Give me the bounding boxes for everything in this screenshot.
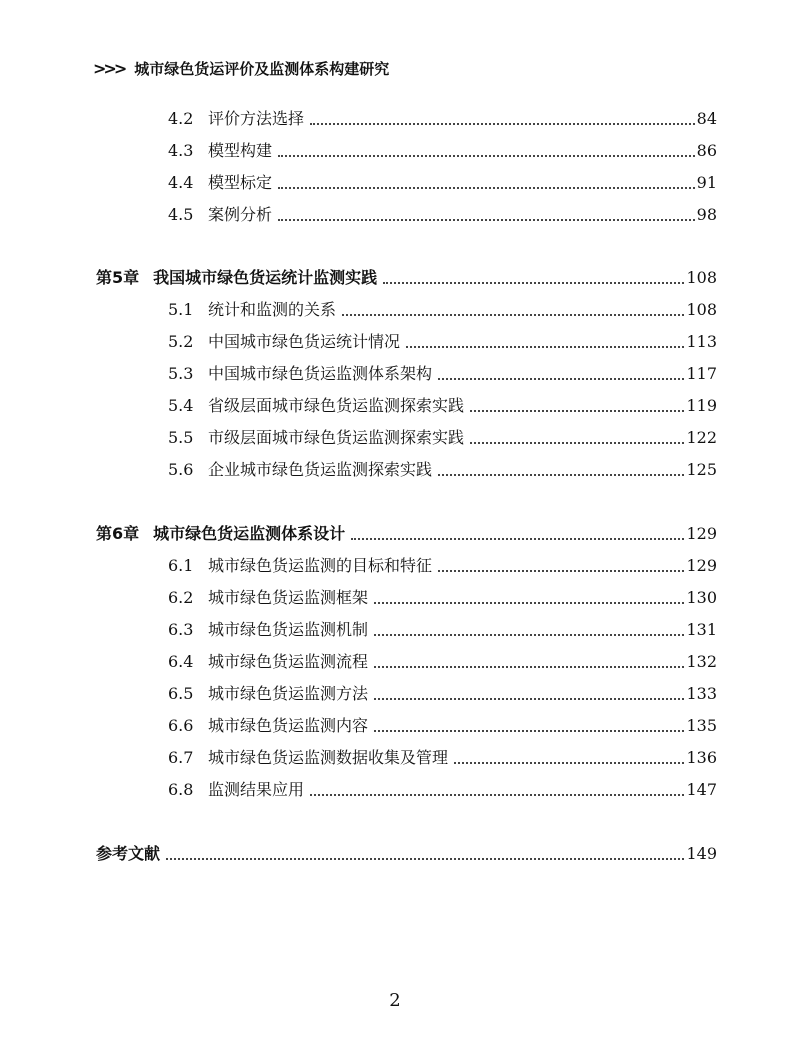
toc-entry-number: 6.2 — [168, 588, 194, 607]
toc-entry-title: 城市绿色货运监测数据收集及管理 — [208, 748, 449, 767]
toc-entry-4-2[interactable] — [168, 107, 717, 131]
toc-entry-page: 130 — [686, 588, 717, 607]
toc-entry-title: 企业城市绿色货运监测探索实践 — [208, 460, 433, 479]
toc-entry-4-4[interactable] — [168, 171, 717, 195]
toc-entry-page: 125 — [686, 460, 717, 479]
toc-entry-page: 131 — [686, 620, 717, 639]
toc-entry-number: 6.5 — [168, 684, 194, 703]
dot-leader — [278, 155, 695, 157]
toc-chapter-number: 第5章 — [96, 268, 140, 287]
toc-entry-title: 监测结果应用 — [208, 780, 305, 799]
toc-entry-page: 86 — [696, 141, 717, 160]
toc-entry-title: 城市绿色货运监测的目标和特征 — [208, 556, 433, 575]
toc-entry-number: 5.2 — [168, 332, 194, 351]
toc-entry-title: 城市绿色货运监测机制 — [208, 620, 369, 639]
header-title: 城市绿色货运评价及监测体系构建研究 — [134, 60, 390, 78]
toc-entry-title: 城市绿色货运监测方法 — [208, 684, 369, 703]
dot-leader — [342, 314, 684, 316]
dot-leader — [470, 442, 684, 444]
toc-entry-6-3[interactable] — [168, 618, 717, 642]
dot-leader — [438, 378, 684, 380]
running-header — [93, 58, 389, 79]
toc-entry-number: 6.6 — [168, 716, 194, 735]
toc-entry-page: 136 — [686, 748, 717, 767]
toc-entry-5-2[interactable] — [168, 330, 717, 354]
toc-entry-page: 133 — [686, 684, 717, 703]
toc-chapter-title: 我国城市绿色货运统计监测实践 — [153, 268, 378, 287]
toc-entry-number: 5.4 — [168, 396, 194, 415]
toc-entry-number: 5.5 — [168, 428, 194, 447]
toc-entry-title: 模型构建 — [208, 141, 273, 160]
toc-entry-page: 98 — [696, 205, 717, 224]
dot-leader — [310, 123, 695, 125]
toc-entry-title: 模型标定 — [208, 173, 273, 192]
dot-leader — [406, 346, 684, 348]
toc-entry-title: 中国城市绿色货运统计情况 — [208, 332, 401, 351]
toc-entry-4-3[interactable] — [168, 139, 717, 163]
toc-entry-number: 6.3 — [168, 620, 194, 639]
toc-entry-title: 统计和监测的关系 — [208, 300, 337, 319]
toc-entry-5-6[interactable] — [168, 458, 717, 482]
toc-entry-page: 132 — [686, 652, 717, 671]
toc-entry-page: 108 — [686, 300, 717, 319]
toc-entry-number: 6.4 — [168, 652, 194, 671]
toc-references-title: 参考文献 — [96, 844, 161, 863]
dot-leader — [374, 730, 684, 732]
toc-entry-number: 5.3 — [168, 364, 194, 383]
toc-chapter-number: 第6章 — [96, 524, 140, 543]
toc-entry-6-4[interactable] — [168, 650, 717, 674]
dot-leader — [470, 410, 684, 412]
toc-entry-title: 省级层面城市绿色货运监测探索实践 — [208, 396, 465, 415]
toc-entry-page: 113 — [686, 332, 717, 351]
toc-entry-6-6[interactable] — [168, 714, 717, 738]
toc-entry-6-7[interactable] — [168, 746, 717, 770]
toc-entry-4-5[interactable] — [168, 203, 717, 227]
toc-chapter-6[interactable] — [96, 522, 717, 546]
toc-chapter-5[interactable] — [96, 266, 717, 290]
dot-leader — [454, 762, 684, 764]
toc-entry-6-1[interactable] — [168, 554, 717, 578]
toc-entry-number: 5.1 — [168, 300, 194, 319]
toc-entry-6-2[interactable] — [168, 586, 717, 610]
toc-entry-title: 城市绿色货运监测框架 — [208, 588, 369, 607]
toc-entry-title: 城市绿色货运监测内容 — [208, 716, 369, 735]
toc-chapter-page: 129 — [686, 524, 717, 543]
dot-leader — [374, 698, 684, 700]
toc-entry-number: 5.6 — [168, 460, 194, 479]
toc-entry-page: 91 — [696, 173, 717, 192]
toc-entry-page: 147 — [686, 780, 717, 799]
toc-entry-page: 135 — [686, 716, 717, 735]
dot-leader — [383, 282, 684, 284]
toc-entry-title: 市级层面城市绿色货运监测探索实践 — [208, 428, 465, 447]
toc-entry-page: 117 — [686, 364, 717, 383]
toc-entry-number: 4.4 — [168, 173, 194, 192]
dot-leader — [166, 858, 684, 860]
dot-leader — [278, 187, 695, 189]
toc-entry-number: 4.5 — [168, 205, 194, 224]
toc-entry-number: 6.7 — [168, 748, 194, 767]
dot-leader — [374, 602, 684, 604]
toc-entry-title: 案例分析 — [208, 205, 273, 224]
toc-entry-number: 6.1 — [168, 556, 194, 575]
toc-entry-title: 评价方法选择 — [208, 109, 305, 128]
toc-entry-number: 6.8 — [168, 780, 194, 799]
toc-entry-page: 122 — [686, 428, 717, 447]
toc-entry-page: 84 — [696, 109, 717, 128]
toc-entry-5-3[interactable] — [168, 362, 717, 386]
toc-entry-5-4[interactable] — [168, 394, 717, 418]
toc-entry-title: 中国城市绿色货运监测体系架构 — [208, 364, 433, 383]
dot-leader — [351, 538, 684, 540]
toc-entry-number: 4.3 — [168, 141, 194, 160]
toc-entry-title: 城市绿色货运监测流程 — [208, 652, 369, 671]
dot-leader — [278, 219, 695, 221]
page-number: 2 — [389, 990, 401, 1011]
toc-references-page: 149 — [686, 844, 717, 863]
toc-references[interactable] — [96, 842, 717, 866]
dot-leader — [438, 474, 684, 476]
toc-entry-page: 129 — [686, 556, 717, 575]
toc-entry-5-5[interactable] — [168, 426, 717, 450]
header-arrows-icon: >>> — [93, 59, 125, 78]
toc-chapter-page: 108 — [686, 268, 717, 287]
dot-leader — [374, 634, 684, 636]
toc-entry-5-1[interactable] — [168, 298, 717, 322]
dot-leader — [438, 570, 684, 572]
toc-entry-number: 4.2 — [168, 109, 194, 128]
toc-chapter-title: 城市绿色货运监测体系设计 — [153, 524, 346, 543]
toc-entry-page: 119 — [686, 396, 717, 415]
toc-entry-6-5[interactable] — [168, 682, 717, 706]
dot-leader — [310, 794, 684, 796]
dot-leader — [374, 666, 684, 668]
toc-entry-6-8[interactable] — [168, 778, 717, 802]
